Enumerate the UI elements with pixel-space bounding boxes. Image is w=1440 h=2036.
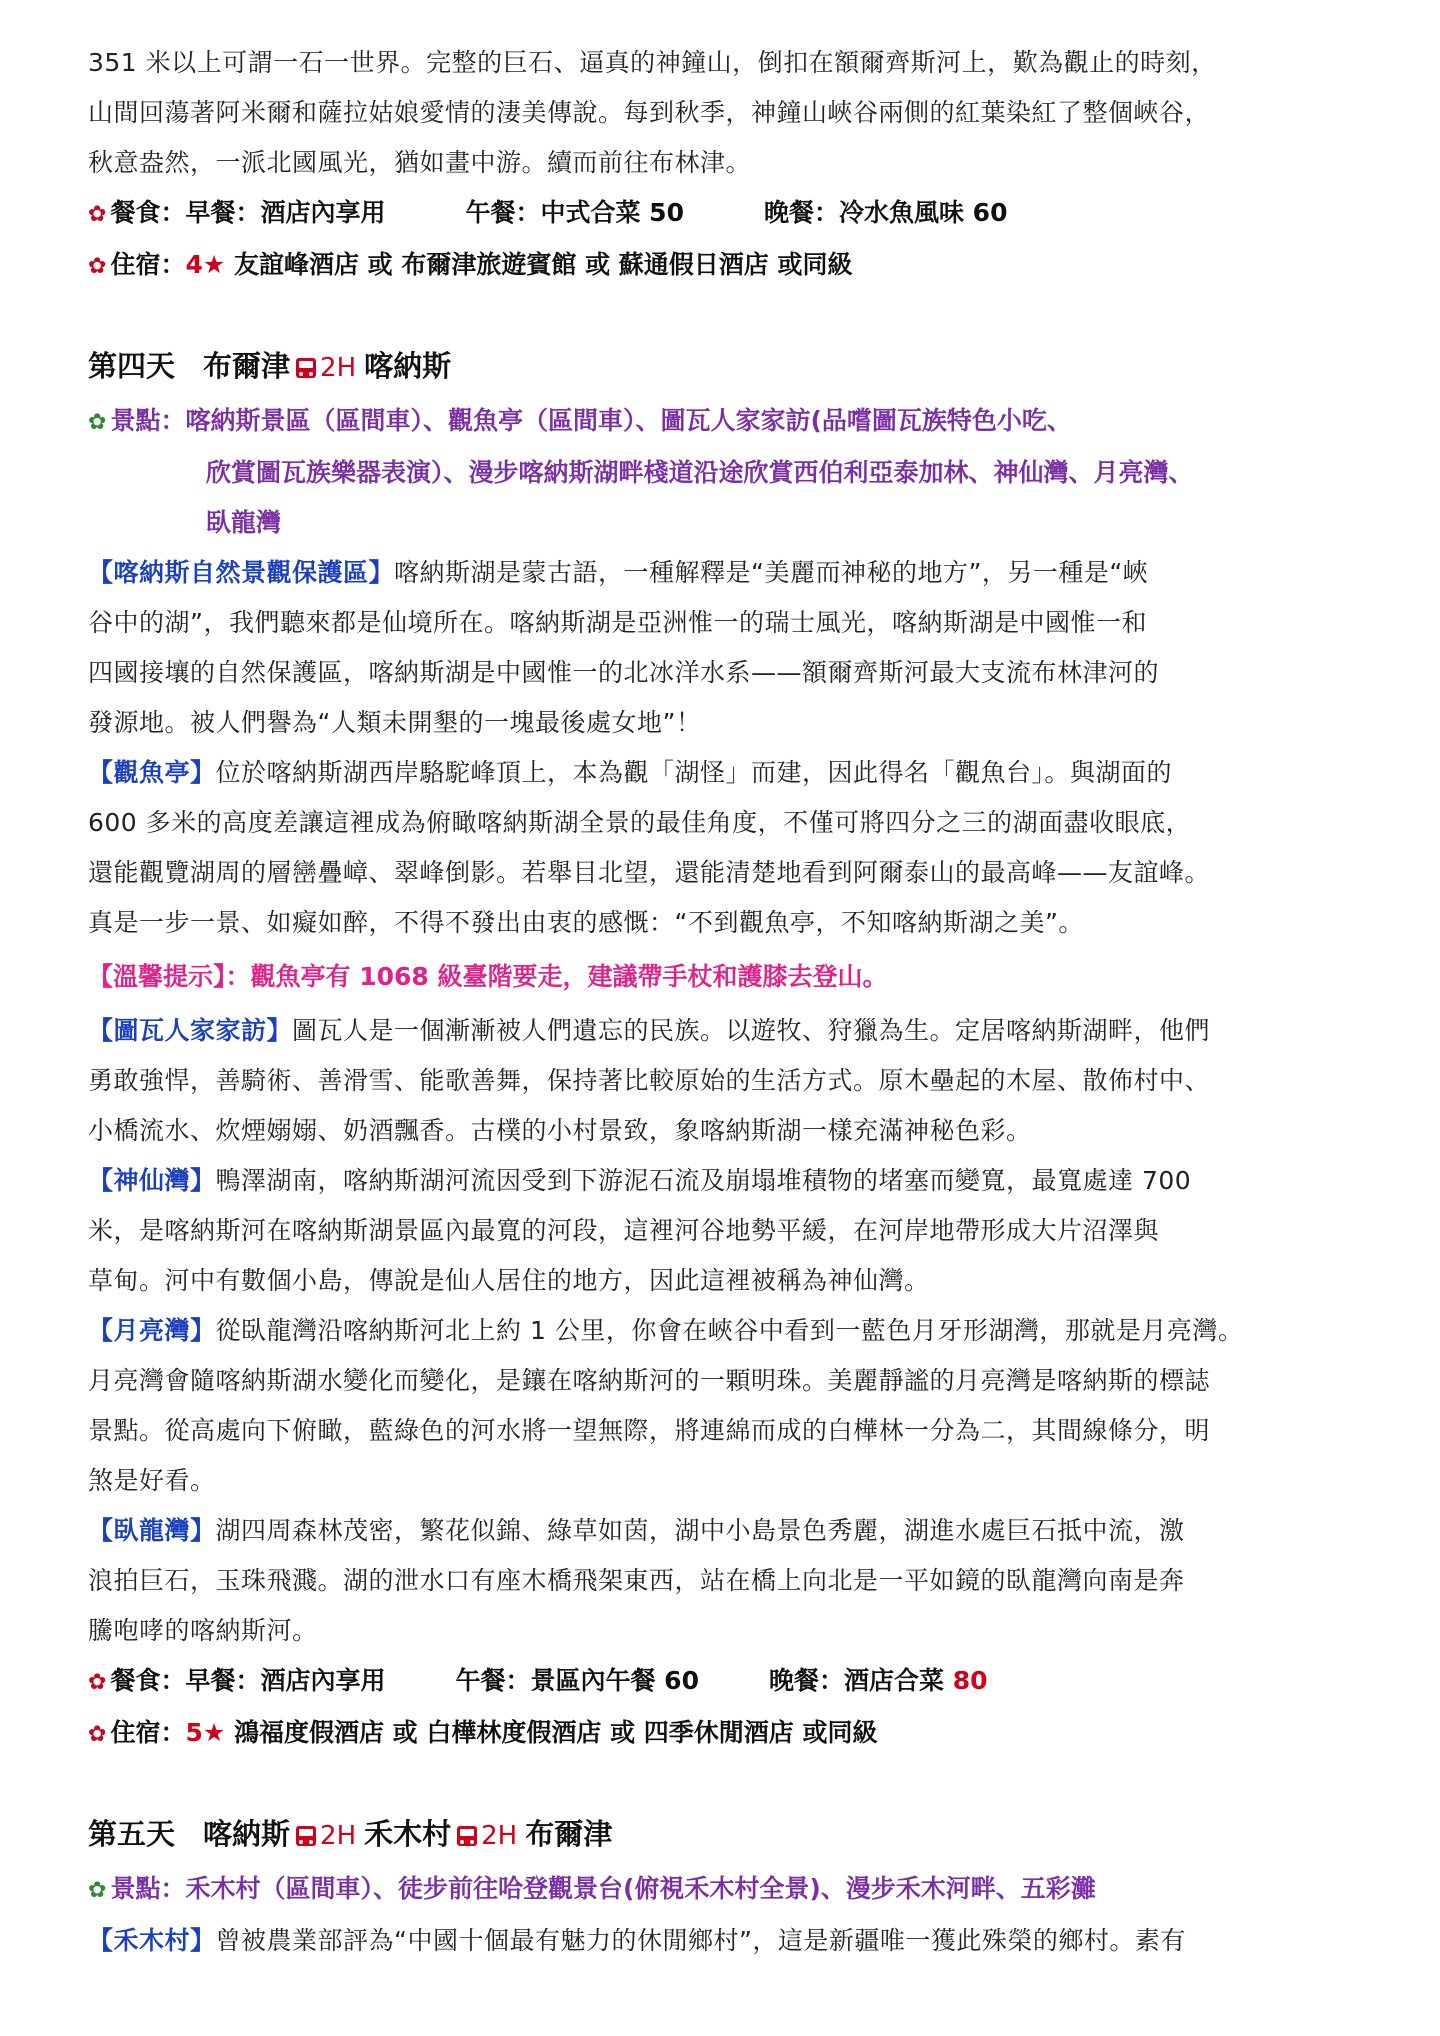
moon-paragraph: 【月亮灣】從臥龍灣沿喀納斯河北上約 1 公里，你會在峽谷中看到一藍色月牙形湖灣，那就是月亮灣。	[88, 1316, 1244, 1345]
kanas-paragraph: 【喀納斯自然景觀保護區】喀納斯湖是蒙古語，一種解釋是“美麗而神秘的地方”，另一種是“峽	[88, 558, 1149, 587]
kanas-paragraph: 四國接壤的自然保護區，喀納斯湖是中國惟一的北冰洋水系——額爾齊斯河最大支流布林津河的	[88, 658, 1160, 687]
hotel-star-rating: 4★	[185, 250, 226, 279]
leaf-icon: ✿	[88, 410, 107, 435]
tuva-paragraph: 小橋流水、炊煙嫋嫋、奶酒飄香。古樸的小村景致，象喀納斯湖一樣充滿神秘色彩。	[88, 1116, 1032, 1145]
flower-icon: ✿	[88, 1670, 107, 1695]
warm-tip: 【溫馨提示】：觀魚亭有 1068 級臺階要走，建議帶手杖和護膝去登山。	[88, 962, 888, 991]
day3-meals: ✿ 餐食：早餐：酒店內享用 午餐：中式合菜 50 晚餐：冷水魚風味 60	[88, 198, 1008, 227]
fish-paragraph: 還能觀覽湖周的層巒疊嶂、翠峰倒影。若舉目北望，還能清楚地看到阿爾泰山的最高峰——友誼峰。	[88, 858, 1211, 887]
wolong-paragraph: 浪拍巨石，玉珠飛濺。湖的泄水口有座木橋飛架東西，站在橋上向北是一平如鏡的臥龍灣向南是奔	[88, 1566, 1185, 1595]
hemu-paragraph: 【禾木村】曾被農業部評為“中國十個最有魅力的休閒鄉村”，這是新疆唯一獲此殊榮的鄉村。素有	[88, 1926, 1186, 1955]
moon-paragraph: 月亮灣會隨喀納斯湖水變化而變化，是鑲在喀納斯河的一顆明珠。美麗靜謐的月亮灣是喀納斯的標誌	[88, 1366, 1211, 1395]
wolong-paragraph: 騰咆哮的喀納斯河。	[88, 1616, 318, 1645]
moon-paragraph: 煞是好看。	[88, 1466, 216, 1495]
day4-hotel: ✿ 住宿：5★ 鴻福度假酒店 或 白樺林度假酒店 或 四季休閒酒店 或同級	[88, 1718, 878, 1747]
shenxian-paragraph: 【神仙灣】鴨澤湖南，喀納斯湖河流因受到下游泥石流及崩塌堆積物的堵塞而變寬，最寬處達 700	[88, 1166, 1192, 1195]
day3-hotel: ✿ 住宿：4★ 友誼峰酒店 或 布爾津旅遊賓館 或 蘇通假日酒店 或同級	[88, 250, 853, 279]
flower-icon: ✿	[88, 1722, 107, 1747]
fish-paragraph: 600 多米的高度差讓這裡成為俯瞰喀納斯湖全景的最佳角度，不僅可將四分之三的湖面盡收眼底，	[88, 808, 1192, 837]
day4-meals: ✿ 餐食：早餐：酒店內享用 午餐：景區內午餐 60 晚餐：酒店合菜 80	[88, 1666, 988, 1695]
flower-icon: ✿	[88, 202, 107, 227]
tuva-paragraph: 勇敢強悍，善騎術、善滑雪、能歌善舞，保持著比較原始的生活方式。原木壘起的木屋、散佈村中、	[88, 1066, 1211, 1095]
day5-title: 第五天 喀納斯 2H 禾木村 2H 布爾津	[88, 1817, 613, 1851]
day4-spots: ✿ 景點：喀納斯景區（區間車）、觀魚亭（區間車）、圖瓦人家家訪(品嚐圖瓦族特色小吃、	[88, 406, 1072, 435]
bus-icon	[457, 1826, 477, 1846]
shenxian-paragraph: 米，是喀納斯河在喀納斯湖景區內最寬的河段，這裡河谷地勢平緩，在河岸地帶形成大片沼澤與	[88, 1216, 1160, 1245]
fish-paragraph: 【觀魚亭】位於喀納斯湖西岸駱駝峰頂上，本為觀「湖怪」而建，因此得名「觀魚台」。與湖面的	[88, 758, 1173, 787]
intro-line: 山間回蕩著阿米爾和薩拉姑娘愛情的淒美傳說。每到秋季，神鐘山峽谷兩側的紅葉染紅了整個峽谷，	[88, 98, 1211, 127]
day4-spots-cont: 欣賞圖瓦族樂器表演）、漫步喀納斯湖畔棧道沿途欣賞西伯利亞泰加林、神仙灣、月亮灣、	[206, 458, 1194, 487]
intro-line: 351 米以上可謂一石一世界。完整的巨石、逼真的神鐘山，倒扣在額爾齊斯河上，歎為觀止的時刻，	[88, 48, 1217, 77]
intro-line: 秋意盎然，一派北國風光，猶如畫中游。續而前往布林津。	[88, 148, 752, 177]
day4-title: 第四天 布爾津 2H 喀納斯	[88, 349, 452, 383]
tuva-paragraph: 【圖瓦人家家訪】圖瓦人是一個漸漸被人們遺忘的民族。以遊牧、狩獵為生。定居喀納斯湖畔，他們	[88, 1016, 1211, 1045]
bus-icon	[296, 358, 316, 378]
kanas-paragraph: 谷中的湖”，我們聽來都是仙境所在。喀納斯湖是亞洲惟一的瑞士風光，喀納斯湖是中國惟一和	[88, 608, 1147, 637]
wolong-paragraph: 【臥龍灣】湖四周森林茂密，繁花似錦、綠草如茵，湖中小島景色秀麗，湖進水處巨石抵中流，激	[88, 1516, 1185, 1545]
shenxian-paragraph: 草甸。河中有數個小島，傳說是仙人居住的地方，因此這裡被稱為神仙灣。	[88, 1266, 930, 1295]
fish-paragraph: 真是一步一景、如癡如醉，不得不發出由衷的感慨：“不到觀魚亭，不知喀納斯湖之美”。	[88, 908, 1084, 937]
flower-icon: ✿	[88, 254, 107, 279]
leaf-icon: ✿	[88, 1878, 107, 1903]
bus-icon	[296, 1826, 316, 1846]
itinerary-page	[88, 38, 1358, 1966]
day5-spots: ✿ 景點：禾木村（區間車）、徒步前往哈登觀景台(俯視禾木村全景)、漫步禾木河畔、五彩灘	[88, 1874, 1096, 1903]
day4-spots-cont: 臥龍灣	[206, 508, 282, 537]
hotel-star-rating: 5★	[185, 1718, 226, 1747]
moon-paragraph: 景點。從高處向下俯瞰，藍綠色的河水將一望無際，將連綿而成的白樺林一分為二，其間線條分，明	[88, 1416, 1211, 1445]
kanas-paragraph: 發源地。被人們譽為“人類未開墾的一塊最後處女地”！	[88, 708, 702, 737]
